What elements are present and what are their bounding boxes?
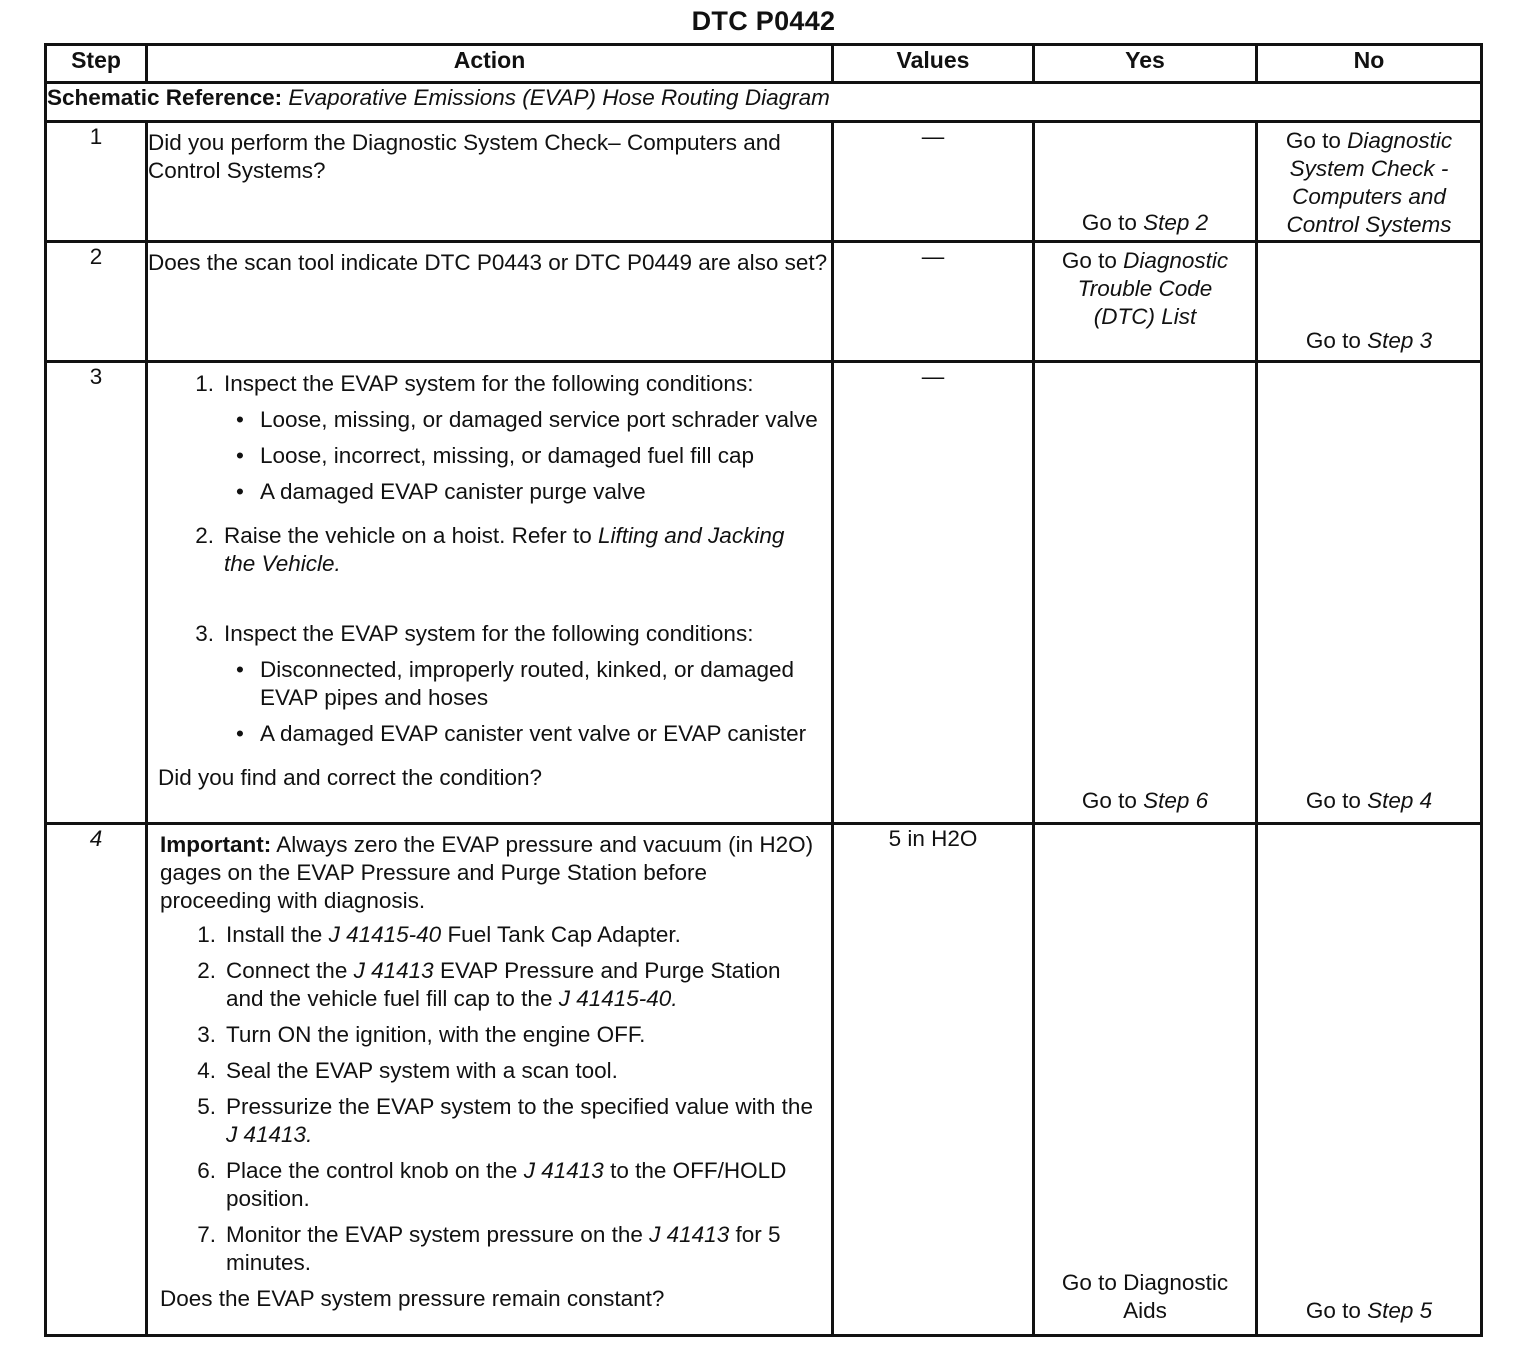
list-item: 6. Place the control knob on the J 41413 to the OFF/HOLD position. (160, 1157, 821, 1213)
goto-prefix: Go to (1061, 248, 1117, 273)
item-number: 3. (197, 1022, 216, 1047)
list-item: 2. Connect the J 41413 EVAP Pressure and Purge Station and the vehicle fuel fill cap to the J 41415-40. (160, 957, 821, 1013)
yes-cell (1034, 824, 1257, 1336)
values-cell: — (833, 242, 1034, 362)
tool-ref: J 41413. (226, 1122, 313, 1147)
item-number: 2. (195, 523, 214, 548)
step-number: 4 (46, 824, 147, 1336)
goto-prefix: Go to (1305, 1298, 1361, 1323)
procedure-list (160, 921, 821, 1277)
no-goto (1258, 787, 1480, 815)
schematic-link: Evaporative Emissions (EVAP) Hose Routing Diagram (288, 85, 830, 110)
values-cell: — (833, 362, 1034, 824)
list-item (158, 620, 821, 756)
no-goto (1258, 327, 1480, 355)
no-goto (1258, 1297, 1480, 1325)
diagnostic-table (44, 43, 1483, 1337)
item-number: 5. (197, 1094, 216, 1119)
header-step: Step (46, 45, 147, 83)
header-no: No (1257, 45, 1482, 83)
bullet-icon: • (236, 721, 244, 746)
step-number: 2 (46, 242, 147, 362)
list-item: 3. Turn ON the ignition, with the engine OFF. (160, 1021, 821, 1049)
item-number: 3. (195, 621, 214, 646)
schematic-reference (46, 83, 1482, 122)
list-item: 4. Seal the EVAP system with a scan tool. (160, 1057, 821, 1085)
table-row (46, 242, 1482, 362)
tool-ref: J 41415-40. (558, 986, 678, 1011)
goto-prefix: Go to (1081, 210, 1137, 235)
bullet-icon: • (236, 443, 244, 468)
list-item: 5. Pressurize the EVAP system to the specified value with the J 41413. (160, 1093, 821, 1149)
list-item: 7. Monitor the EVAP system pressure on the J 41413 for 5 minutes. (160, 1221, 821, 1277)
yes-goto (1035, 787, 1255, 815)
item-text: Raise the vehicle on a hoist. Refer to (224, 523, 592, 548)
yes-goto (1035, 209, 1255, 237)
item-number: 1. (195, 371, 214, 396)
no-cell (1257, 122, 1482, 242)
goto-step-2: Step 2 (1143, 210, 1209, 235)
no-cell (1257, 362, 1482, 824)
action-cell: Does the scan tool indicate DTC P0443 or DTC P0449 are also set? (147, 242, 833, 362)
header-values: Values (833, 45, 1034, 83)
list-item: 1. Install the J 41415-40 Fuel Tank Cap Adapter. (160, 921, 821, 949)
ref-lifting-jacking: Lifting and Jacking the Vehicle. (224, 523, 785, 576)
bullet-item: • Disconnected, improperly routed, kinked, or damaged EVAP pipes and hoses (224, 656, 821, 712)
tool-ref: J 41415-40 (328, 922, 442, 947)
bullet-item: • A damaged EVAP canister vent valve or EVAP canister (224, 720, 821, 748)
header-action: Action (147, 45, 833, 83)
bullet-item: • Loose, incorrect, missing, or damaged fuel fill cap (224, 442, 821, 470)
goto-prefix: Go to (1305, 788, 1361, 813)
table-row (46, 362, 1482, 824)
list-item (158, 370, 821, 514)
item-number: 7. (197, 1222, 216, 1247)
action-cell (147, 824, 833, 1336)
important-label: Important: (160, 832, 272, 857)
goto-step-6: Step 6 (1143, 788, 1209, 813)
goto-prefix: Go to (1285, 128, 1341, 153)
step-number: 3 (46, 362, 147, 824)
yes-cell (1034, 242, 1257, 362)
question-text: Did you find and correct the condition? (158, 765, 542, 790)
spacer (158, 586, 821, 612)
goto-step-4: Step 4 (1367, 788, 1433, 813)
action-cell (147, 362, 833, 824)
bullet-icon: • (236, 657, 244, 682)
question-text: Does the EVAP system pressure remain constant? (160, 1286, 665, 1311)
values-cell: 5 in H2O (833, 824, 1034, 1336)
no-cell (1257, 824, 1482, 1336)
item-text: Inspect the EVAP system for the following conditions: (224, 621, 754, 646)
item-number: 1. (197, 922, 216, 947)
action-cell: Did you perform the Diagnostic System Check– Computers and Control Systems? (147, 122, 833, 242)
tool-ref: J 41413 (649, 1222, 730, 1247)
item-number: 2. (197, 958, 216, 983)
tool-ref: J 41413 (523, 1158, 604, 1183)
yes-cell (1034, 362, 1257, 824)
schematic-label: Schematic Reference: (47, 85, 283, 110)
goto-prefix: Go to (1305, 328, 1361, 353)
yes-cell (1034, 122, 1257, 242)
goto-dtc-list: Diagnostic Trouble Code (DTC) List (1077, 248, 1229, 329)
bullet-item: • A damaged EVAP canister purge valve (224, 478, 821, 506)
schematic-row (46, 83, 1482, 122)
header-row (46, 45, 1482, 83)
page-title: DTC P0442 (691, 6, 836, 36)
header-yes: Yes (1034, 45, 1257, 83)
goto-prefix: Go to (1081, 788, 1137, 813)
goto-diagnostic-system-check: Diagnostic System Check - Computers and Control Systems (1286, 128, 1453, 237)
bullet-icon: • (236, 479, 244, 504)
no-cell (1257, 242, 1482, 362)
table-row (46, 122, 1482, 242)
list-item (158, 522, 821, 578)
goto-step-5: Step 5 (1367, 1298, 1433, 1323)
goto-step-3: Step 3 (1367, 328, 1433, 353)
goto-diagnostic-aids: Go to Diagnostic Aids (1061, 1270, 1229, 1323)
step-number: 1 (46, 122, 147, 242)
tool-ref: J 41413 (353, 958, 434, 983)
values-cell: — (833, 122, 1034, 242)
item-number: 6. (197, 1158, 216, 1183)
bullet-icon: • (236, 407, 244, 432)
bullet-item: • Loose, missing, or damaged service port schrader valve (224, 406, 821, 434)
item-text: Inspect the EVAP system for the following conditions: (224, 371, 754, 396)
table-row (46, 824, 1482, 1336)
procedure-list (158, 370, 821, 756)
important-text: Always zero the EVAP pressure and vacuum (in H2O) gages on the EVAP Pressure and Purge Station before proceeding with diagnosis. (160, 832, 814, 913)
item-number: 4. (197, 1058, 216, 1083)
important-note (160, 831, 821, 915)
